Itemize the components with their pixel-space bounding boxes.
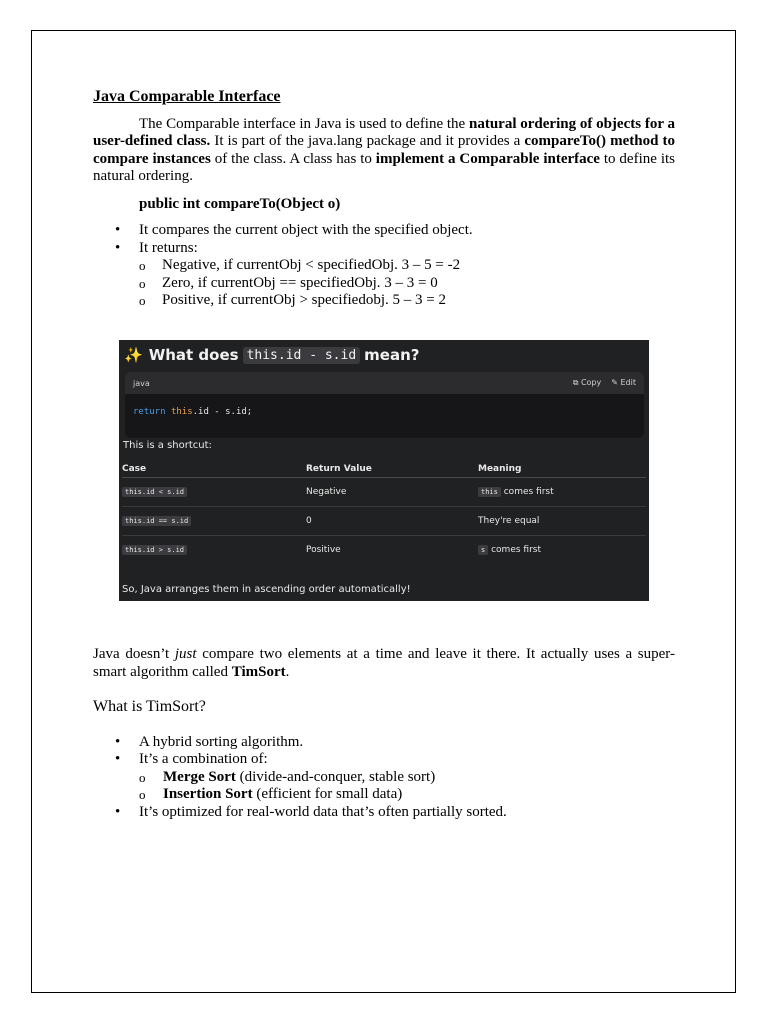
copy-icon: ⧉ xyxy=(572,378,579,387)
table-header-row xyxy=(122,461,646,478)
timsort-paragraph xyxy=(93,646,675,681)
timsort-text-2: compare two elements at a time and leave it there. It actually uses a super-smart algorithm called xyxy=(93,646,675,680)
sub-list-item xyxy=(139,786,675,804)
table-row xyxy=(122,536,646,565)
sparkle-icon: ✨ xyxy=(124,346,143,364)
table-row xyxy=(122,507,646,536)
intro-bold-2: compareTo() method to compare instances xyxy=(93,133,675,167)
method-signature: public int compareTo(Object o) xyxy=(139,195,341,212)
timsort-text-1: Java doesn’t xyxy=(93,646,175,662)
document-body-bottom xyxy=(93,646,675,821)
meaning-code: s xyxy=(478,545,488,555)
code-keyword: return xyxy=(133,407,166,417)
document-title: Java Comparable Interface xyxy=(93,88,281,105)
screenshot-footer: So, Java arranges them in ascending order automatically! xyxy=(122,584,411,595)
insertion-sort-label: Insertion Sort xyxy=(163,786,253,802)
table-row xyxy=(122,478,646,507)
table-cell xyxy=(478,478,646,507)
table-cell xyxy=(478,507,646,536)
document-body-top xyxy=(93,88,675,310)
heading-text: What does xyxy=(148,346,239,364)
timsort-text-3: . xyxy=(285,663,290,680)
shortcut-text: This is a shortcut: xyxy=(123,440,212,451)
code-rest: .id - s.id; xyxy=(192,407,253,417)
table-cell: Negative xyxy=(306,478,478,507)
table-cell xyxy=(122,478,306,507)
table-cell: Positive xyxy=(306,545,341,555)
copy-button[interactable] xyxy=(573,378,602,388)
embedded-screenshot xyxy=(119,340,649,601)
edit-label: Edit xyxy=(620,378,636,387)
edit-button[interactable] xyxy=(611,378,636,388)
insertion-sort-desc: (efficient for small data) xyxy=(252,786,403,802)
merge-sort-label: Merge Sort xyxy=(163,768,236,785)
meaning-text: comes first xyxy=(503,487,554,497)
timsort-heading: What is TimSort? xyxy=(93,698,206,715)
code-block xyxy=(125,372,644,438)
table-cell xyxy=(122,536,306,565)
return-cases-list xyxy=(139,257,675,310)
case-code: this.id == s.id xyxy=(122,516,191,526)
copy-label: Copy xyxy=(580,378,602,387)
heading-text-end: mean? xyxy=(364,346,420,364)
table-cell: 0 xyxy=(306,507,478,536)
case-code: this.id > s.id xyxy=(122,545,187,555)
return-value-table xyxy=(122,461,646,564)
table-cell xyxy=(478,536,646,565)
heading-code: this.id - s.id xyxy=(243,347,361,364)
list-item: • It’s optimized for real-world data that’s often partially sorted. xyxy=(93,804,675,822)
list-item xyxy=(93,240,675,310)
list-item xyxy=(93,751,675,804)
code-this: this xyxy=(170,407,193,417)
intro-bold-1: natural ordering of objects for a user-defined class. xyxy=(93,115,675,149)
intro-bold-3: implement a Comparable interface xyxy=(375,150,600,167)
column-header: Return Value xyxy=(306,461,478,478)
table-cell xyxy=(122,507,306,536)
returns-list xyxy=(93,222,675,310)
edit-icon: ✎ xyxy=(611,378,618,387)
sub-list-item: o Zero, if currentObj == specifiedObj. 3 – 3 = 0 xyxy=(139,275,675,293)
code-line xyxy=(125,394,644,430)
intro-paragraph xyxy=(93,116,675,186)
meaning-code: this xyxy=(478,487,501,497)
timsort-list xyxy=(93,734,675,822)
intro-text-1: The Comparable interface in Java is used to define the xyxy=(139,115,469,132)
list-item-label: It returns: xyxy=(139,239,198,256)
timsort-components-list xyxy=(139,769,675,804)
list-item-label: It’s a combination of: xyxy=(139,751,268,767)
timsort-bold: TimSort xyxy=(231,663,286,680)
meaning-text: comes first xyxy=(491,545,541,555)
screenshot-heading xyxy=(124,343,419,367)
code-toolbar xyxy=(125,372,644,394)
intro-text-4: to define its natural ordering. xyxy=(93,150,675,184)
column-header: Meaning xyxy=(478,461,646,478)
list-item: • A hybrid sorting algorithm. xyxy=(93,734,675,752)
meaning-text: They're equal xyxy=(478,516,540,526)
intro-text-2: It is part of the java.lang package and it provides a xyxy=(210,133,525,149)
column-header: Case xyxy=(122,461,306,478)
sub-list-item: o Negative, if currentObj < specifiedObj. 3 – 5 = -2 xyxy=(139,257,675,275)
sub-list-item xyxy=(139,769,675,787)
list-item: • It compares the current object with the specified object. xyxy=(93,222,675,240)
timsort-italic: just xyxy=(174,646,197,662)
code-language-label: java xyxy=(133,378,150,388)
merge-sort-desc: (divide-and-conquer, stable sort) xyxy=(235,768,436,785)
sub-list-item: o Positive, if currentObj > specifiedobj. 5 – 3 = 2 xyxy=(139,292,675,310)
intro-text-3: of the class. A class has to xyxy=(210,150,376,167)
case-code: this.id < s.id xyxy=(122,487,187,497)
